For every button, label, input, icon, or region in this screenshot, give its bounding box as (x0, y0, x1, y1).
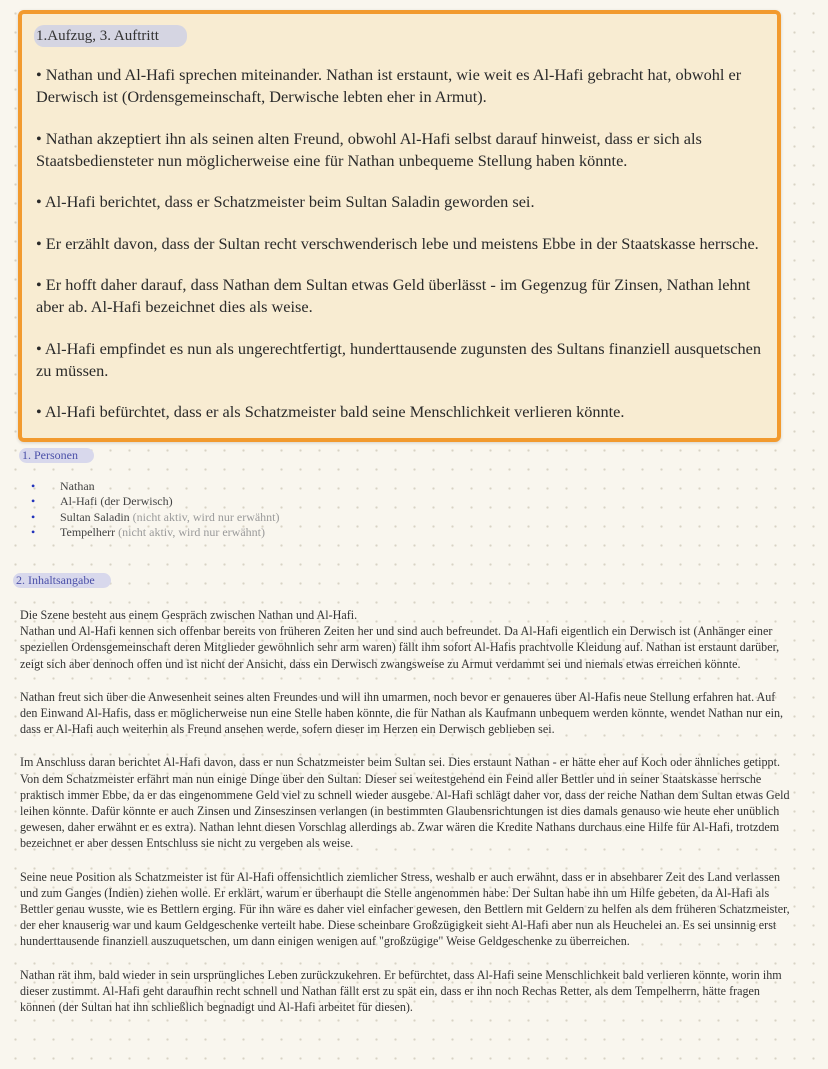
persons-heading: 1. Personen (19, 448, 94, 463)
person-note: (nicht aktiv, wird nur erwähnt) (132, 509, 280, 524)
persons-list (30, 479, 280, 540)
summary-heading: 1.Aufzug, 3. Auftritt (34, 25, 187, 47)
person-note: (nicht aktiv, wird nur erwähnt) (118, 524, 265, 539)
content-paragraph: Im Anschluss daran berichtet Al-Hafi davon, dass er nun Schatzmeister beim Sultan sei. Dies erstaunt Nathan - er hätte eher auf Koch oder ähnliches getippt. Von dem Schatzmeister erfährt man nun einige Dinge über den Sultan: Dieser sei weitestgehend ein Feind aller Bettler und in seiner Staatskasse herrsche praktisch immer Ebbe, da er das eingenommene Geld viel zu schnell wieder ausgebe. Al-Hafi schlägt daher vor, dass der reiche Nathan dem Sultan etwas Geld leihen könnte. Dafür könnte er auch Zinsen und Zinseszinsen verlangen (in bestimmten Glaubensrichtungen ist dies damals genauso wie heute eher unüblich gewesen, daher erwähnt er es extra). Nathan lehnt diesen Vorschlag allerdings ab. Zwar wären die Kredite Nathans durchaus eine Hilfe für Al-Hafi, trotzdem bezeichnet er aber dessen Entschluss sie nicht zu vergeben als weise. (20, 755, 790, 851)
summary-bullets (36, 64, 764, 443)
person-name: Tempelherr (60, 524, 116, 539)
summary-bullet: • Al-Hafi empfindet es nun als ungerechtfertigt, hunderttausende zugunsten des Sultans finanziell ausquetschen zu müssen. (36, 338, 762, 380)
person-item (30, 510, 280, 525)
summary-bullet: • Er hofft daher darauf, dass Nathan dem Sultan etwas Geld überlässt - im Gegenzug für Zinsen, Nathan lehnt aber ab. Al-Hafi bezeichnet dies als weise. (36, 275, 751, 316)
content-text (20, 607, 790, 1032)
person-name: Nathan (60, 479, 95, 493)
summary-box (18, 10, 781, 442)
person-item (30, 479, 280, 494)
summary-bullet: • Nathan und Al-Hafi sprechen miteinander. Nathan ist erstaunt, wie weit es Al-Hafi gebracht hat, obwohl er Derwisch ist (Ordensgemeinschaft, Derwische lebten eher in Armut). (36, 65, 742, 106)
person-item (30, 525, 280, 540)
summary-bullet: • Er erzählt davon, dass der Sultan recht verschwenderisch lebe und meistens Ebbe in der Staatskasse herrsche. (36, 233, 759, 253)
content-paragraph: Die Szene besteht aus einem Gespräch zwischen Nathan und Al-Hafi. Nathan und Al-Hafi kennen sich offenbar bereits von früheren Zeiten her und sind auch befreundet. Da Al-Hafi eigentlich ein Derwisch ist (Anhänger einer speziellen Ordensgemeinschaft deren Mitglieder gewöhnlich sehr arm waren) fällt ihm sofort Al-Hafis prachtvolle Kleidung auf. Nathan ist erstaunt darüber, zeigt sich aber dennoch offen und ist nicht der Ansicht, dass ein Derwisch zwangsweise zu Armut verdammt sei und niemals etwas erreichen könnte. (20, 608, 780, 671)
person-item (30, 494, 280, 509)
content-heading: 2. Inhaltsangabe (13, 573, 111, 588)
person-name: Al-Hafi (der Derwisch) (60, 494, 173, 509)
summary-bullet: • Al-Hafi befürchtet, dass er als Schatzmeister bald seine Menschlichkeit verlieren könnte. (36, 402, 625, 421)
summary-bullet: • Al-Hafi berichtet, dass er Schatzmeister beim Sultan Saladin geworden sei. (36, 192, 535, 211)
content-paragraph: Seine neue Position als Schatzmeister ist für Al-Hafi offensichtlich ziemlicher Stress, weshalb er auch erwähnt, dass er in absehbarer Zeit des Land verlassen und zum Ganges (Indien) ziehen wolle. Er erklärt, warum er überhaupt die Stelle angenommen habe: Der Sultan habe ihn um Hilfe gebeten, da Al-Hafi als Bettler genau wusste, wie es Bettlern erging. Für ihn wäre es daher viel einfacher gewesen, den Bettlern mit Geldern zu helfen als dem früheren Schatzmeister, der eher knauserig war und kaum Geldgeschenke verteilt habe. Diese scheinbare Großzügigkeit sieht Al-Hafi aber nun als Heuchelei an. Es sei unsinnig erst hunderttausende finanziell auszuquetschen, um dann einigen wenigen auf "großzügige" Weise Geldgeschenke zu überreichen. (20, 869, 790, 949)
content-paragraph: Nathan freut sich über die Anwesenheit seines alten Freundes und will ihn umarmen, noch bevor er genaueres über Al-Hafis neue Stellung erfahren hat. Auf den Einwand Al-Hafis, dass er möglicherweise nun eine Stelle haben könnte, die für Nathan als Kaufmann unbequem werden könnte, wendet Nathan nur ein, dass er Al-Hafi auch weiterhin als Freund ansehen werde, sofern dieser im Herzen ein Derwisch geblieben sei. (20, 689, 784, 737)
content-paragraph: Nathan rät ihm, bald wieder in sein ursprüngliches Leben zurückzukehren. Er befürchtet, dass Al-Hafi seine Menschlichkeit bald verlieren könnte, worin ihm dieser zustimmt. Al-Hafi geht daraufhin recht schnell und Nathan fällt erst zu spät ein, dass er ihn noch Rechas Retter, als dem Tempelherrn, hätte fragen können (der Sultan hat ihn schließlich begnadigt und Al-Hafi arbeitet für diesen). (20, 967, 782, 1015)
summary-bullet: • Nathan akzeptiert ihn als seinen alten Freund, obwohl Al-Hafi selbst darauf hinweist, dass er sich als Staatsbediensteter nun möglicherweise eine für Nathan unbequeme Stellung haben könnte. (36, 128, 702, 170)
person-name: Sultan Saladin (60, 509, 130, 524)
